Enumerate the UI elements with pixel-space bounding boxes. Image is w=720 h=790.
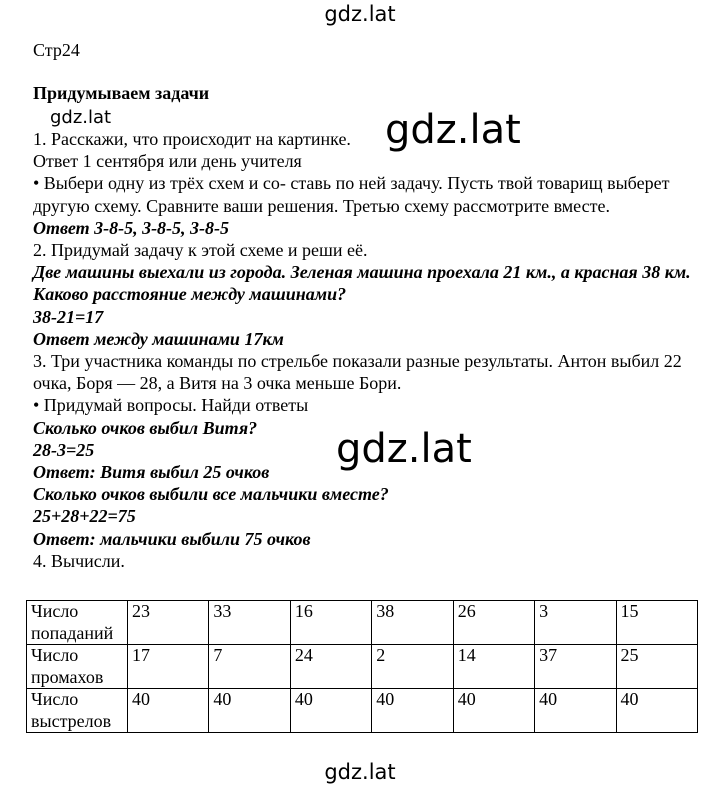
text-line: 1. Расскажи, что происходит на картинке. bbox=[33, 129, 351, 149]
row-label: Число промахов bbox=[27, 645, 128, 689]
table-cell: 40 bbox=[209, 689, 290, 733]
watermark-large-1: gdz.lat bbox=[385, 107, 521, 153]
table-cell: 17 bbox=[128, 645, 209, 689]
table-cell: 40 bbox=[616, 689, 697, 733]
answer-line: Две машины выехали из города. Зеленая машина проехала 21 км., а красная 38 км. Каково расстояние между машинами? bbox=[33, 262, 691, 305]
text-line: 2. Придумай задачу к этой схеме и реши её. bbox=[33, 240, 368, 261]
watermark-bottom: gdz.lat bbox=[324, 760, 396, 784]
text-line: Ответ 1 сентября или день учителя bbox=[33, 151, 302, 172]
row-label: Число выстрелов bbox=[27, 689, 128, 733]
table-cell: 38 bbox=[372, 601, 453, 645]
table-cell: 26 bbox=[453, 601, 534, 645]
table-cell: 2 bbox=[372, 645, 453, 689]
table-row bbox=[27, 645, 698, 689]
text-line: • Придумай вопросы. Найди ответы bbox=[33, 395, 309, 416]
watermark-small: gdz.lat bbox=[50, 107, 112, 128]
section-heading: Придумываем задачи bbox=[33, 83, 210, 103]
table-cell: 33 bbox=[209, 601, 290, 645]
table-cell: 40 bbox=[535, 689, 616, 733]
answer-line: Ответ: Витя выбил 25 очков bbox=[33, 462, 270, 483]
text-line: • Выбери одну из трёх схем и со- ставь по ней задачу. Пусть твой товарищ выберет другую схему. Сравните ваши решения. Третью схему рассмотрите вместе. bbox=[33, 173, 670, 216]
text-line: 4. Вычисли. bbox=[33, 550, 125, 571]
table-cell: 25 bbox=[616, 645, 697, 689]
watermark-large-2: gdz.lat bbox=[336, 426, 472, 472]
task-content bbox=[33, 128, 713, 572]
table-row bbox=[27, 689, 698, 733]
table-cell: 3 bbox=[535, 601, 616, 645]
table-cell: 23 bbox=[128, 601, 209, 645]
answer-line: Ответ 3-8-5, 3-8-5, 3-8-5 bbox=[33, 217, 230, 238]
table-cell: 40 bbox=[290, 689, 371, 733]
answer-line: 38-21=17 bbox=[33, 306, 104, 327]
answer-line: 25+28+22=75 bbox=[33, 506, 136, 527]
text-line: 3. Три участника команды по стрельбе показали разные результаты. Антон выбил 22 очка, Боря — 28, а Витя на 3 очка меньше Бори. bbox=[33, 351, 682, 394]
answer-line: Ответ: мальчики выбили 75 очков bbox=[33, 528, 311, 549]
table-cell: 37 bbox=[535, 645, 616, 689]
table-cell: 40 bbox=[372, 689, 453, 733]
calculation-table bbox=[26, 600, 698, 733]
table-cell: 16 bbox=[290, 601, 371, 645]
answer-line: Сколько очков выбили все мальчики вместе? bbox=[33, 484, 389, 505]
table-cell: 24 bbox=[290, 645, 371, 689]
table-cell: 40 bbox=[128, 689, 209, 733]
answer-line: Сколько очков выбил Витя? bbox=[33, 417, 258, 438]
row-label: Число попаданий bbox=[27, 601, 128, 645]
page-reference: Стр24 bbox=[33, 40, 80, 60]
table-cell: 40 bbox=[453, 689, 534, 733]
answer-line: Ответ между машинами 17км bbox=[33, 328, 284, 349]
table-cell: 7 bbox=[209, 645, 290, 689]
table-row bbox=[27, 601, 698, 645]
table-cell: 15 bbox=[616, 601, 697, 645]
answer-line: 28-3=25 bbox=[33, 439, 95, 460]
watermark-top: gdz.lat bbox=[324, 2, 396, 26]
table-cell: 14 bbox=[453, 645, 534, 689]
